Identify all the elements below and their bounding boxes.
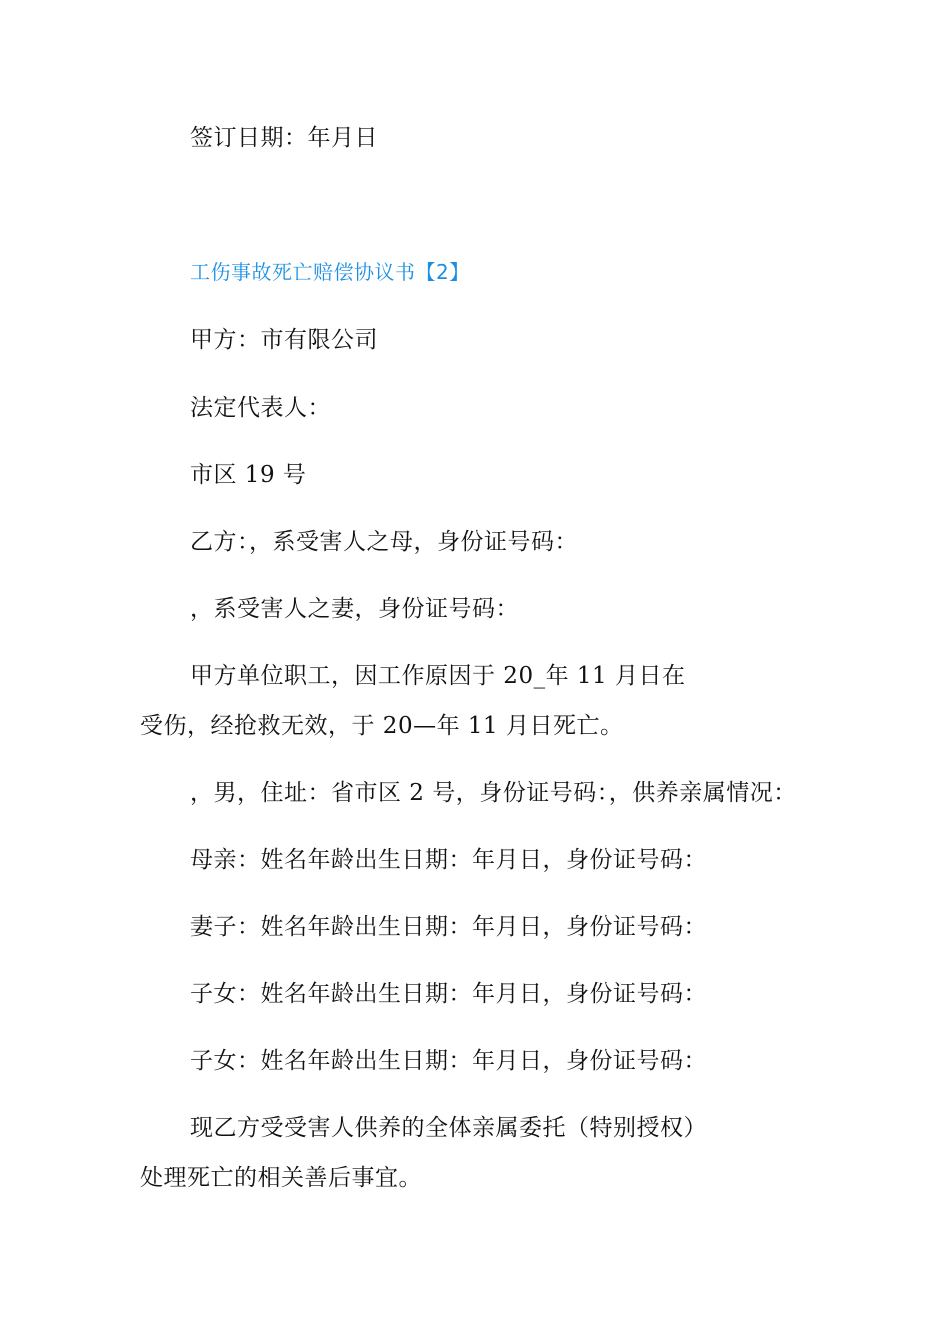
sign-date-line: 签订日期：年月日 bbox=[190, 125, 378, 151]
legal-rep-line: 法定代表人： bbox=[190, 395, 331, 421]
entrust-line-2: 处理死亡的相关善后事宜。 bbox=[140, 1165, 422, 1191]
deceased-info-line: ，男，住址：省市区 2 号，身份证号码：，供养亲属情况： bbox=[190, 780, 797, 806]
address-line: 市区 19 号 bbox=[190, 462, 307, 488]
dependent-child-line-1: 子女：姓名年龄出生日期：年月日，身份证号码： bbox=[190, 981, 707, 1007]
incident-line-1: 甲方单位职工，因工作原因于 20_年 11 月日在 bbox=[190, 663, 686, 689]
dependent-mother-line: 母亲：姓名年龄出生日期：年月日，身份证号码： bbox=[190, 847, 707, 873]
dependent-wife-line: 妻子：姓名年龄出生日期：年月日，身份证号码： bbox=[190, 914, 707, 940]
party-a-line: 甲方：市有限公司 bbox=[190, 327, 378, 353]
section-heading: 工伤事故死亡赔偿协议书【2】 bbox=[190, 260, 470, 284]
entrust-line-1: 现乙方受受害人供养的全体亲属委托（特别授权） bbox=[190, 1115, 707, 1141]
party-b-line-1: 乙方：，系受害人之母，身份证号码： bbox=[190, 529, 578, 555]
incident-line-2: 受伤，经抢救无效，于 20—年 11 月日死亡。 bbox=[140, 713, 624, 739]
party-b-line-2: ，系受害人之妻，身份证号码： bbox=[190, 596, 519, 622]
dependent-child-line-2: 子女：姓名年龄出生日期：年月日，身份证号码： bbox=[190, 1048, 707, 1074]
